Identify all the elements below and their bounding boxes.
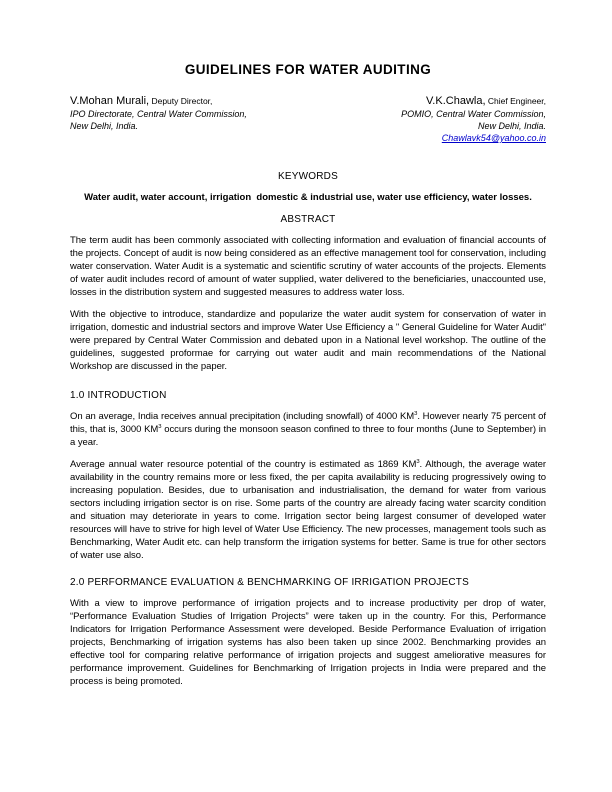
author-right-name-line — [313, 95, 546, 108]
section-1-heading: 1.0 INTRODUCTION — [70, 390, 167, 401]
keywords-heading: KEYWORDS — [278, 171, 338, 182]
author-right — [313, 95, 546, 145]
document-title: GUIDELINES FOR WATER AUDITING — [184, 62, 432, 77]
author-block — [70, 95, 546, 145]
author-affiliation: New Delhi, India. — [70, 121, 139, 131]
section-2-heading: 2.0 PERFORMANCE EVALUATION & BENCHMARKING OF IRRIGATION PROJECTS — [70, 577, 469, 588]
text-segment: occurs during the monsoon season confined to three to four months (June to September) in a year. — [70, 424, 546, 448]
intro-paragraph-2 — [70, 458, 546, 562]
superscript: 3 — [416, 458, 420, 465]
author-role: Chief Engineer, — [485, 96, 546, 106]
text-segment: On an average, India receives annual precipitation (including snowfall) of 4000 KM — [70, 411, 415, 422]
author-affiliation: POMIO, Central Water Commission, — [401, 109, 546, 119]
author-affiliation: IPO Directorate, Central Water Commission, — [70, 109, 247, 119]
author-name: V.K.Chawla, — [425, 95, 486, 107]
author-left-name-line — [70, 95, 303, 108]
text-segment: . However nearly 75 percent of this, that is, 3000 KM — [70, 411, 547, 435]
intro-paragraph-1 — [70, 410, 546, 449]
author-email-line — [313, 132, 546, 145]
author-affiliation: New Delhi, India. — [477, 121, 546, 131]
author-left — [70, 95, 303, 145]
section-2-paragraph-1: With a view to improve performance of irrigation projects and to increase productivity per drop of water, “Performance Evaluation Studies of Irrigation Projects” were taken up in the country. For this, Performance Indicators for Irrigation Performance Assessment were developed. Beside Performance Evaluation of irrigation projects, Benchmarking of irrigation systems has also been taken up since 2002. Benchmarking provides an effective tool for comparing relative performance of irrigation projects and suggest ameliorative measures for performance improvement. Guidelines for Benchmarking of Irrigation projects in India were prepared and the process is being promoted. — [70, 598, 546, 687]
superscript: 3 — [414, 410, 418, 417]
abstract-heading: ABSTRACT — [280, 214, 336, 225]
text-segment: . Although, the average water availability in the country remains more or less fixed, the per capita availability is reducing progressively owing to increasing population. Besides, due to urbanisation and industrialisation, the demand for water from various sectors including irrigation sector is on rise. Some parts of the country are already facing water scarcity condition and situation may deteriorate in years to come. Irrigation sector being largest consumer of developed water resources will have to strive for high level of Water Use Efficiency. The new processes, management tools such as Benchmarking, Water Audit etc. can help transform the irrigation systems for better. Same is true for other sectors of water use also. — [70, 459, 546, 561]
email-link[interactable]: Chawlavk54@yahoo.co.in — [441, 133, 546, 143]
abstract-paragraph-1: The term audit has been commonly associated with collecting information and evaluation of financial accounts of the projects. Concept of audit is now being considered as an effective management tool for conservation, including water conservation. Water Audit is a systematic and scientific scrutiny of water accounts of the projects. Elements of water audit includes record of amount of water supplied, water delivered to the beneficiaries, unaccounted use, losses in the distribution system and suggested measures to address water loss. — [70, 235, 546, 298]
superscript: 3 — [158, 423, 162, 430]
author-name: V.Mohan Murali, — [70, 95, 150, 107]
abstract-paragraph-2: With the objective to introduce, standardize and popularize the water audit system for conservation of water in irrigation, domestic and industrial sectors and improve Water Use Efficiency a " General Guideline for Water Audit" were prepared by Central Water Commission and debated upon in a National level workshop. The outline of the guidelines, suggested proformae for carrying out water audit and main recommendations of the National Workshop are discussed in the paper. — [70, 309, 546, 372]
text-segment: Average annual water resource potential of the country is estimated as 1869 KM — [70, 459, 417, 470]
keywords-text: Water audit, water account, irrigation domestic & industrial use, water use efficiency, water losses. — [84, 192, 532, 203]
author-role: Deputy Director, — [149, 96, 213, 106]
